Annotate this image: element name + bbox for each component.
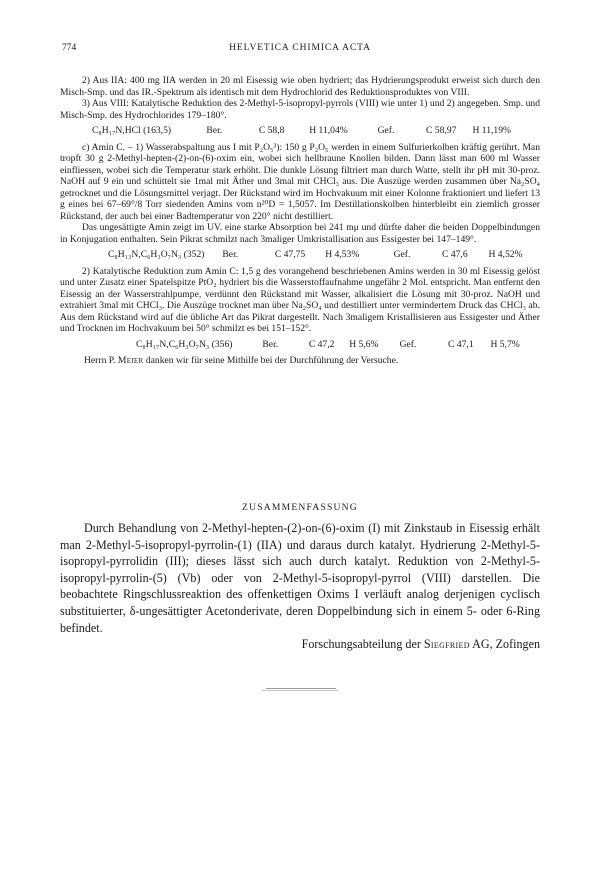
end-rule-shadow [262, 690, 338, 691]
institution-suffix: AG, Zofingen [472, 637, 540, 651]
institution-company: Siegfried [423, 637, 470, 651]
elemental-analysis-1 [60, 125, 540, 137]
ack-person: Meier [117, 355, 144, 366]
acknowledgement [60, 355, 540, 367]
analysis-formula: C₈H₁₇N,HCl (163,5) [92, 125, 172, 136]
calc-label: Ber. [206, 125, 223, 136]
experimental-section [60, 75, 540, 367]
paragraph-from-VIII: 3) Aus VIII: Katalytische Reduktion des 2-Methyl-5-isopropyl-pyrrols (VIII) wie unter 1) und 2) angegeben. Smp. und Misch-Smp. des Hydrochlorides 179–180°. [60, 98, 540, 121]
elemental-analysis-3 [60, 339, 540, 351]
found-c: C 47,6 [442, 249, 468, 260]
ack-prefix: Herrn P. [84, 355, 116, 366]
summary-text: Durch Behandlung von 2-Methyl-hepten-(2)-on-(6)-oxim (I) mit Zinkstaub in Eisessig erhält man 2-Methyl-5-isopropyl-pyrrolin-(1) (IIA) und daraus durch katalyt. Hydrierung 2-Methyl-5-isopropyl-pyrrolidin (III); dieses lässt sich auch durch katalyt. Reduktion von 2-Methyl-5-isopropyl-pyrrolin-(5) (Vb) oder von 2-Methyl-5-isopropyl-pyrrol (VIII) darstellen. Die beobachtete Ringschlussreaktion des offenkettigen Oxims I verläuft analog derjenigen cyclisch substituierter, δ-ungesättigter Acetonderivate, deren Doppelbindung sich in einem 5- oder 6-Ring befindet. [60, 521, 540, 635]
analysis-formula: C₈H₁₇N,C₆H₃O₇N₃ (356) [136, 338, 233, 350]
ack-text: danken wir für seine Mithilfe bei der Durchführung der Versuche. [145, 355, 399, 366]
paragraph-uv: Das ungesättigte Amin zeigt im UV. eine starke Absorption bei 241 mμ und dürfte daher die beiden Doppelbindungen in Konjugation enthalten. Sein Pikrat schmilzt nach 3maliger Umkristallisation aus Essigester bei 147–149°. [60, 222, 540, 245]
institution-prefix: Forschungsabteilung der [301, 637, 421, 651]
analysis-formula: C₈H₁₃N,C₆H₃O₇N₃ (352) [108, 249, 205, 260]
found-h: H 11,19% [472, 125, 511, 136]
calc-c: C 58,8 [258, 125, 285, 136]
calc-c: C 47,2 [308, 338, 335, 350]
elemental-analysis-2 [60, 249, 540, 261]
found-label: Gef. [377, 125, 395, 136]
calc-h: H 5,6% [349, 338, 379, 350]
institution-line [302, 637, 540, 652]
paragraph-amine-c: c) Amin C. – 1) Wasserabspaltung aus I mit P₂O₅³): 150 g P₂O₅ werden in einem Sulfurierkolben kräftig gerührt. Man tropft 30 g 2-Methyl-hepten-(2)-on-(6)-oxim ein, wobei sich hellbraune Knollen bilden. Dann lässt man 600 ml Wasser einfliessen, wobei sich die Temperatur stark erhöht. Die dunkle Lösung filtriert man durch Watte, stellt ihr pH mit 30-proz. NaOH auf 9 ein und schüttelt sie 1mal mit Äther und 3mal mit CHCl₃ aus. Die Auszüge werden zusammen über Na₂SO₄ getrocknet und die Lösungsmittel verjagt. Der Rückstand wird im Hochvakuum mit einer Kolonne fraktioniert und liefert 13 g eines bei 67–69°/8 Torr siedenden Amins vom n²⁰D = 1,5057. Im Destillationskolben hinterbleibt ein ziemlich grosser Rückstand, der auch bei einer Badtemperatur von 220° nicht destilliert. [60, 141, 540, 222]
calc-h: H 11,04% [309, 125, 348, 136]
found-h: H 5,7% [490, 338, 520, 350]
summary-heading: ZUSAMMENFASSUNG [242, 502, 358, 513]
found-label: Gef. [399, 338, 417, 350]
journal-title: HELVETICA CHIMICA ACTA [229, 43, 371, 53]
calc-h: H 4,53% [325, 249, 360, 260]
calc-label: Ber. [222, 249, 239, 260]
end-rule [266, 688, 336, 689]
running-header [62, 43, 538, 57]
calc-label: Ber. [262, 338, 279, 350]
calc-c: C 47,75 [274, 249, 306, 260]
found-label: Gef. [393, 249, 411, 260]
page-number: 774 [62, 43, 77, 53]
found-c: C 58,97 [426, 125, 457, 136]
paragraph-reduction: 2) Katalytische Reduktion zum Amin C: 1,5 g des vorangehend beschriebenen Amins werden in 30 ml Eisessig gelöst und unter Zusatz einer Spatelspitze PtO₂ hydriert bis die Wasserstoffaufnahme ungefähr 2 Mol. entspricht. Man entfernt den Eisessig an der Wasserstrahlpumpe, verdünnt den Rückstand mit Wasser, alkalisiert die Lösung mit 30-proz. NaOH und extrahiert 3mal mit CHCl₃. Die Auszüge trocknet man über Na₂SO₄ und destilliert unter vermindertem Druck das CHCl₃ ab. Aus dem Rückstand wird auf die übliche Art das Pikrat dargestellt. Nach 3maligem Kristallisieren aus Essigester und Äther und Trocknen im Hochvakuum bei 50° schmilzt es bei 151–152°. [60, 265, 540, 334]
found-c: C 47,1 [448, 338, 474, 350]
found-h: H 4,52% [488, 249, 523, 260]
paragraph-from-IIA: 2) Aus IIA: 400 mg IIA werden in 20 ml Eisessig wie oben hydriert; das Hydrierungsprodukt erweist sich durch den Misch-Smp. und das IR.-Spektrum als identisch mit dem Hydrochlorid des Reduktionsproduktes von VIII. [60, 75, 540, 98]
